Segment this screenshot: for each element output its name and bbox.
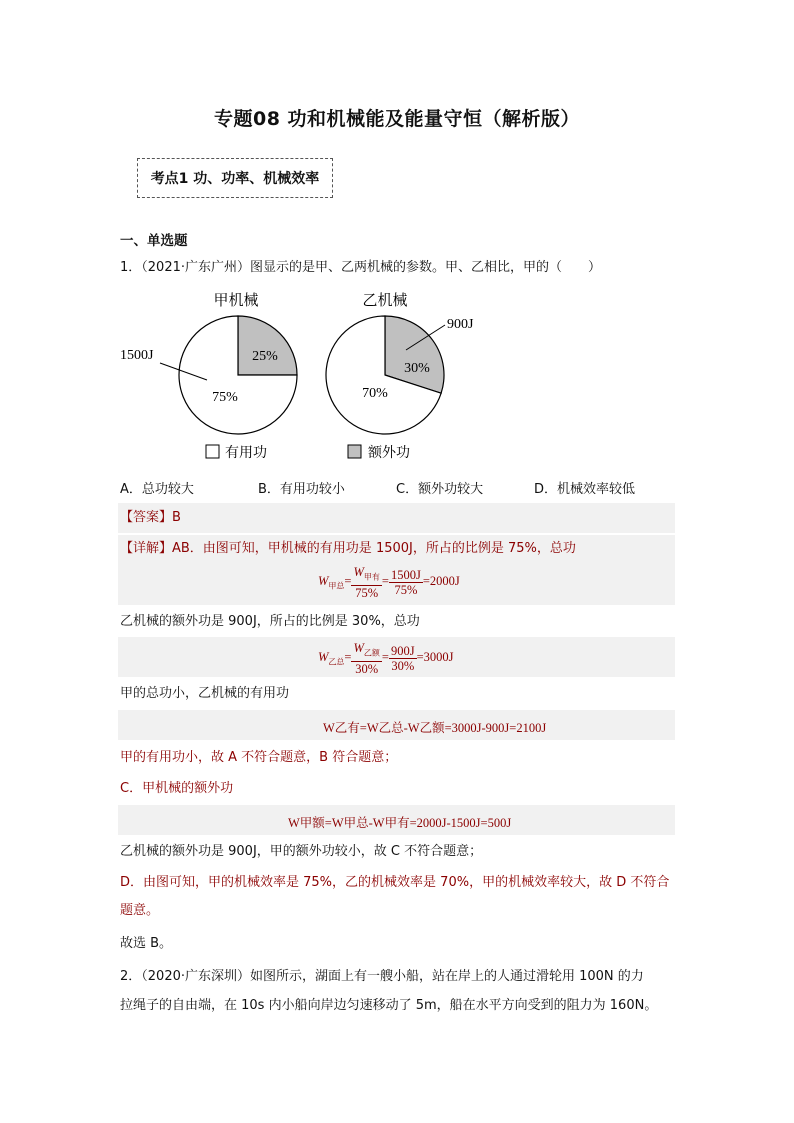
- detail-line-1: 【详解】AB．由图可知，甲机械的有用功是 1500J，所占的比例是 75%，总功: [120, 541, 576, 556]
- question-2-line-2: 拉绳子的自由端，在 10s 内小船向岸边匀速移动了 5m，船在水平方向受到的阻力为 160N。: [120, 998, 658, 1013]
- detail-line-2: 乙机械的额外功是 900J，所占的比例是 30%，总功: [120, 614, 420, 629]
- annotation-900j: 900J: [447, 317, 474, 332]
- detail-line-4: 甲的有用功小，故 A 不符合题意，B 符合题意；: [120, 750, 398, 765]
- question-2-line-1: 2．（2020·广东深圳）如图所示，湖面上有一艘小船，站在岸上的人通过滑轮用 100N 的力: [120, 969, 644, 984]
- pie2-label-0: 30%: [404, 361, 430, 376]
- detail-line-8: 故选 B。: [120, 936, 173, 951]
- detail-line-3: 甲的总功小，乙机械的有用功: [120, 686, 290, 701]
- pie1-slice-0: [238, 316, 297, 375]
- detail-line-7b: 题意。: [120, 903, 160, 918]
- legend-swatch-extra: [348, 445, 361, 458]
- topic-box: 考点1 功、功率、机械效率: [137, 158, 333, 198]
- page-title: 专题08 功和机械能及能量守恒（解析版）: [213, 108, 581, 130]
- legend-label-useful: 有用功: [225, 445, 267, 461]
- answer: 【答案】B: [120, 510, 181, 525]
- formula-2-block: [118, 637, 675, 677]
- pie1-label-0: 25%: [252, 349, 278, 364]
- chart-title-jia: 甲机械: [213, 291, 259, 309]
- detail-line-7a: D．由图可知，甲的机械效率是 75%，乙的机械效率是 70%，甲的机械效率较大，故 D 不符合: [120, 875, 670, 890]
- detail-block-1: [118, 535, 675, 605]
- annotation-1500j: 1500J: [120, 348, 154, 363]
- pie-charts: [110, 285, 474, 465]
- formula-4-block: [118, 805, 675, 835]
- detail-line-6: 乙机械的额外功是 900J，甲的额外功较小，故 C 不符合题意；: [120, 844, 483, 859]
- pie1-label-1: 75%: [212, 390, 238, 405]
- legend-label-extra: 额外功: [368, 445, 410, 461]
- option-d: D．机械效率较低: [534, 482, 636, 497]
- section-heading: 一、单选题: [120, 233, 188, 249]
- option-c: C．额外功较大: [396, 482, 484, 497]
- pie2-label-1: 70%: [362, 386, 388, 401]
- legend-swatch-useful: [206, 445, 219, 458]
- option-a: A．总功较大: [120, 482, 194, 497]
- question-1-stem: 1．（2021·广东广州）图显示的是甲、乙两机械的参数。甲、乙相比，甲的（ ）: [120, 260, 601, 275]
- formula-2: $W_{乙总}=$ $\frac{W_{乙额}}{30\%}$ = $\frac{900J}{30\%}$ =3000J: [318, 641, 454, 676]
- formula-3-block: [118, 710, 675, 740]
- option-b: B．有用功较小: [258, 482, 345, 497]
- formula-4: W甲额=W甲总-W甲有=2000J-1500J=500J: [288, 816, 512, 830]
- formula-3: W乙有=W乙总-W乙额=3000J-900J=2100J: [323, 721, 547, 735]
- chart-title-yi: 乙机械: [362, 291, 408, 309]
- formula-1: $W_{甲总}=$ $\frac{W_{甲有}}{75\%}$ = $\frac{1500J}{75\%}$ =2000J: [318, 565, 460, 600]
- detail-line-5: C．甲机械的额外功: [120, 781, 234, 796]
